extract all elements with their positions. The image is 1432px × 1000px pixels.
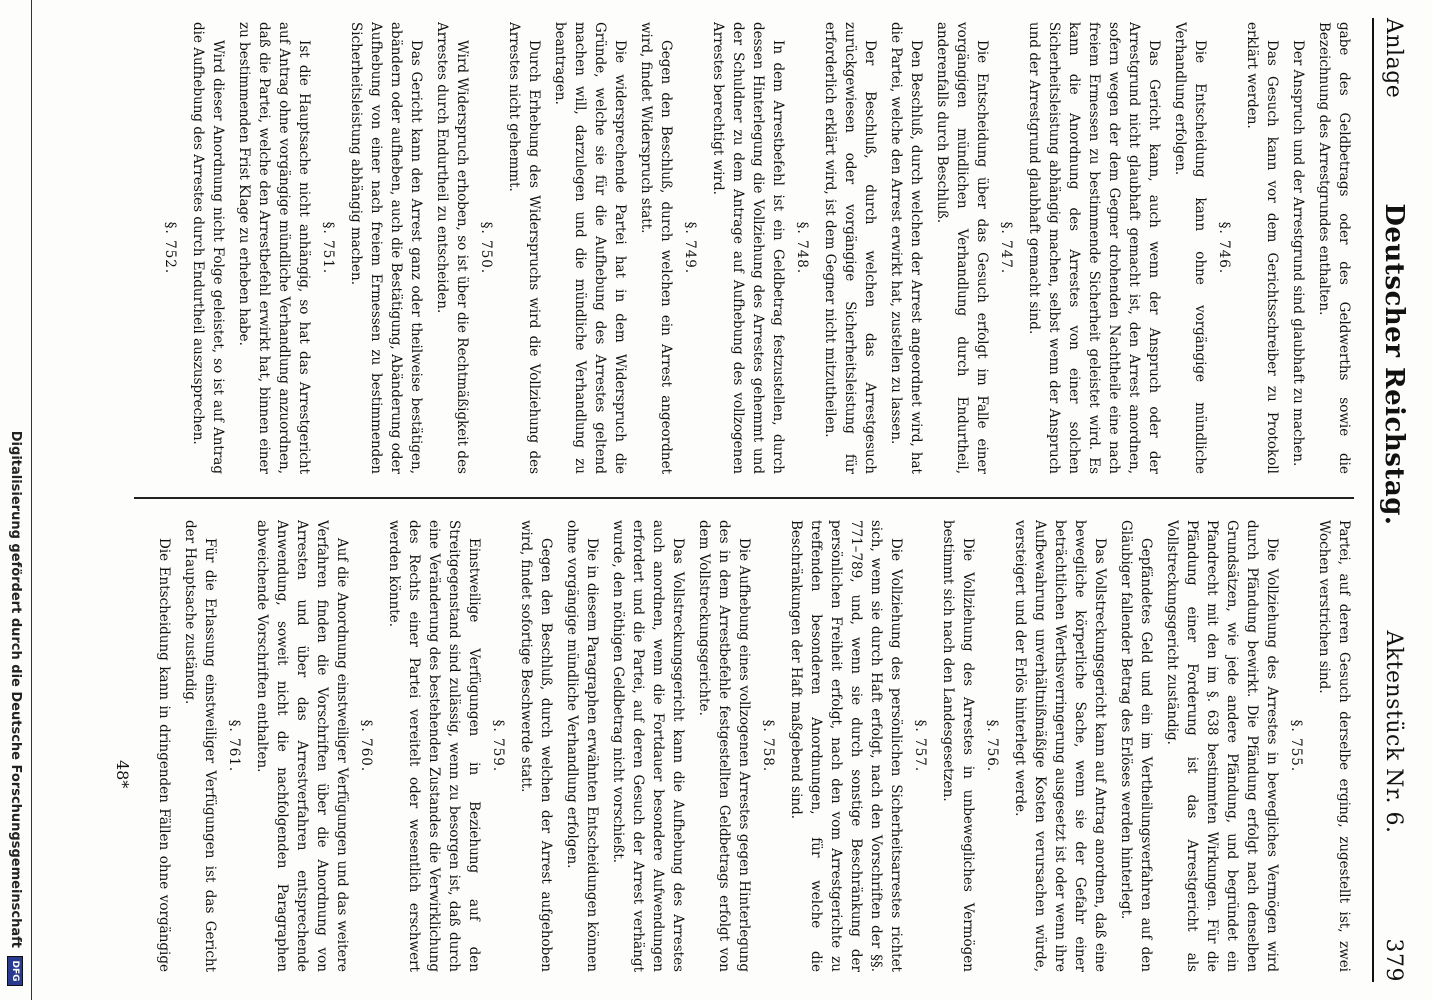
- section-heading: §. 760.: [358, 719, 374, 773]
- section-heading: §. 748.: [794, 221, 810, 275]
- section-heading: §. 755.: [1288, 719, 1304, 773]
- section-heading: §. 752.: [162, 221, 178, 275]
- paragraph: Die Entscheidung über das Gesuch erfolgt im Falle einer vorgängigen mündlichen Verhandlung durch Endurtheil, anderenfalls durch Beschluß.: [934, 22, 990, 474]
- paragraph: Gegen den Beschluß, durch welchen ein Arrest angeordnet wird, findet Widerspruch statt.: [638, 22, 674, 474]
- paragraph: Die Entscheidung kann ohne vorgängige mündliche Verhandlung erfolgen.: [1172, 22, 1208, 474]
- paragraph: Die Vollziehung des Arrestes in unbewegliches Vermögen bestimmt sich nach den Landesgesetzen.: [940, 520, 976, 972]
- page-number: 379: [1381, 938, 1407, 982]
- paragraph: Das Gesuch kann vor dem Gerichtsschreiber zu Protokoll erklärt werden.: [1244, 22, 1280, 474]
- paragraph: Durch Erhebung des Widerspruchs wird die Vollziehung des Arrestes nicht gehemmt.: [506, 22, 542, 474]
- paragraph: Der Anspruch und der Arrestgrund sind glaubhaft zu machen.: [1290, 40, 1306, 467]
- paragraph: Die Vollziehung des Arrestes in bewegliches Vermögen wird durch Pfändung bewirkt. Die Pfändung erfolgt nach denselben Grundsätzen, wie jede andere Pfändung, und begründet ein Pfandrecht mit den im §. 638 bestimmten Wirkungen. Für die Pfändung einer Forderung ist das Arrestgericht als Vollstreckungsgericht zuständig.: [1164, 520, 1280, 972]
- paragraph: Wird dieser Anordnung nicht Folge geleistet, so ist auf Antrag die Aufhebung des Arrestes durch Endurtheil auszusprechen.: [190, 22, 226, 474]
- section-heading: §. 759.: [490, 719, 506, 773]
- running-head: [1372, 18, 1414, 982]
- paragraph: Das Vollstreckungsgericht kann auf Antrag anordnen, daß eine bewegliche körperliche Sache, wenn sie der Gefahr einer beträchtlichen Werthsverringerung ausgesetzt ist oder wenn ihre Aufbewahrung unverhältnißmäßige Kosten verursachen würde, versteigert und der Erlös hinterlegt werde.: [1012, 520, 1108, 972]
- attachment-number: Aktenstück Nr. 6.: [1381, 630, 1407, 834]
- paragraph: Der Beschluß, durch welchen das Arrestgesuch zurückgewiesen oder vorgängige Sicherheitsleistung für erforderlich erklärt wird, ist dem Gegner nicht mitzutheilen.: [822, 22, 878, 474]
- paragraph: Die Vollziehung des persönlichen Sicherheitsarrestes richtet sich, wenn sie durch Haft erfolgt, nach den Vorschriften der §§. 771–789, und, wenn sie durch sonstige Beschränkung der persönlichen Freiheit erfolgt, nach den vom Arrestgerichte zu treffenden besonderen Anordnungen, für welche die Beschränkungen der Haft maßgebend sind.: [788, 520, 904, 972]
- sheet-signature: 48*: [113, 760, 132, 789]
- section-heading: §. 756.: [984, 719, 1000, 773]
- paragraph: Ist die Hauptsache nicht anhängig, so hat das Arrestgericht auf Antrag ohne vorgängige mündliche Verhandlung anzuordnen, daß die Partei, welche den Arrestbefehl erwirkt hat, binnen einer zu bestimmenden Frist Klage zu erheben habe.: [236, 22, 312, 474]
- left-text-column: [154, 22, 1354, 474]
- header-left: Anlage: [1381, 18, 1407, 99]
- right-text-column: [154, 520, 1354, 972]
- section-heading: §. 747.: [998, 221, 1014, 275]
- paragraph: Den Beschluß, durch welchen der Arrest angeordnet wird, hat die Partei, welche den Arrest erwirkt hat, zustellen zu lassen.: [888, 22, 924, 474]
- paragraph: Für die Erlassung einstweiliger Verfügungen ist das Gericht der Hauptsache zuständig.: [182, 520, 218, 972]
- paragraph: Die Entscheidung kann in dringenden Fällen ohne vorgängige: [156, 538, 172, 972]
- credit-text: Digitalisierung gefördert durch die Deutsche Forschungsgemeinschaft: [8, 430, 23, 948]
- paragraph: Wird Widerspruch erhoben, so ist über die Rechtmäßigkeit des Arrestes durch Endurtheil zu entscheiden.: [434, 22, 470, 474]
- digitization-credit: [0, 0, 32, 1000]
- paragraph: gabe des Geldbetrags oder des Geldwerths sowie die Bezeichnung des Arrestgrundes enthalten.: [1316, 22, 1352, 474]
- paragraph: Partei, auf deren Gesuch derselbe erging, zugestellt ist, zwei Wochen verstrichen sind.: [1316, 520, 1352, 972]
- paragraph: Die widersprechende Partei hat in dem Widerspruch die Gründe, welche sie für die Aufhebung des Arrestes geltend machen will, darzulegen und die mündliche Verhandlung zu beantragen.: [552, 22, 628, 474]
- journal-title: Deutscher Reichstag.: [1379, 203, 1409, 526]
- section-heading: §. 758.: [760, 719, 776, 773]
- paragraph: Die Aufhebung eines vollzogenen Arrestes gegen Hinterlegung des in dem Arrestbefehle festgestellten Geldbetrags erfolgt von dem Vollstreckungsgerichte.: [696, 520, 752, 972]
- paragraph: [154, 22, 156, 474]
- paragraph: Die in diesem Paragraphen erwähnten Entscheidungen können ohne vorgängige mündliche Verhandlung erfolgen.: [564, 520, 600, 972]
- section-heading: §. 749.: [682, 221, 698, 275]
- section-heading: §. 751.: [320, 221, 336, 275]
- paragraph: Das Gericht kann, auch wenn der Anspruch oder der Arrestgrund nicht glaubhaft gemacht ist, den Arrest anordnen, sofern wegen der dem Gegner drohenden Nachtheile eine nach freiem Ermessen zu bestimmende Sicherheit geleistet wird. Es kann die Anordnung des Arrestes von einer solchen Sicherheitsleistung abhängig machen, selbst wenn der Anspruch und der Arrestgrund glaubhaft gemacht sind.: [1026, 22, 1162, 474]
- section-heading: §. 757.: [912, 719, 928, 773]
- paragraph: Das Gericht kann den Arrest ganz oder theilweise bestätigen, abändern oder aufheben, auch die Bestätigung, Abänderung oder Aufhebung von einer nach freiem Ermessen zu bestimmenden Sicherheitsleistung abhängig machen.: [348, 22, 424, 474]
- section-heading: §. 761.: [226, 719, 242, 773]
- paragraph: Das Vollstreckungsgericht kann die Aufhebung des Arrestes auch anordnen, wenn die Fortdauer besondere Aufwendungen erfordert und die Partei, auf deren Gesuch der Arrest verhängt wurde, den nöthigen Geldbetrag nicht vorschießt.: [610, 520, 686, 972]
- paragraph: Einstweilige Verfügungen in Beziehung auf den Streitgegenstand sind zulässig, wenn zu besorgen ist, daß durch eine Veränderung des bestehenden Zustandes die Verwirklichung des Rechts einer Partei vereitelt oder wesentlich erschwert werden könnte.: [386, 520, 482, 972]
- section-heading: §. 750.: [478, 221, 494, 275]
- paragraph: In dem Arrestbefehl ist ein Geldbetrag festzustellen, durch dessen Hinterlegung die Vollziehung des Arrestes gehemmt und der Schuldner zu dem Antrage auf Aufhebung des vollzogenen Arrestes berechtigt wird.: [710, 22, 786, 474]
- paragraph: Gepfändetes Geld und ein im Vertheilungsverfahren auf den Gläubiger fallender Betrag des Erlöses werden hinterlegt.: [1118, 520, 1154, 972]
- dfg-logo-icon: DFG: [8, 956, 24, 986]
- column-divider: [134, 497, 1354, 499]
- paragraph: Gegen den Beschluß, durch welchen der Arrest aufgehoben wird, findet sofortige Beschwerde statt.: [518, 520, 554, 972]
- section-heading: §. 746.: [1216, 221, 1232, 275]
- paragraph: Auf die Anordnung einstweiliger Verfügungen und das weitere Verfahren finden die Vorschriften über die Anordnung von Arresten und über das Arrestverfahren entsprechende Anwendung, soweit nicht die nachfolgenden Paragraphen abweichende Vorschriften enthalten.: [254, 520, 350, 972]
